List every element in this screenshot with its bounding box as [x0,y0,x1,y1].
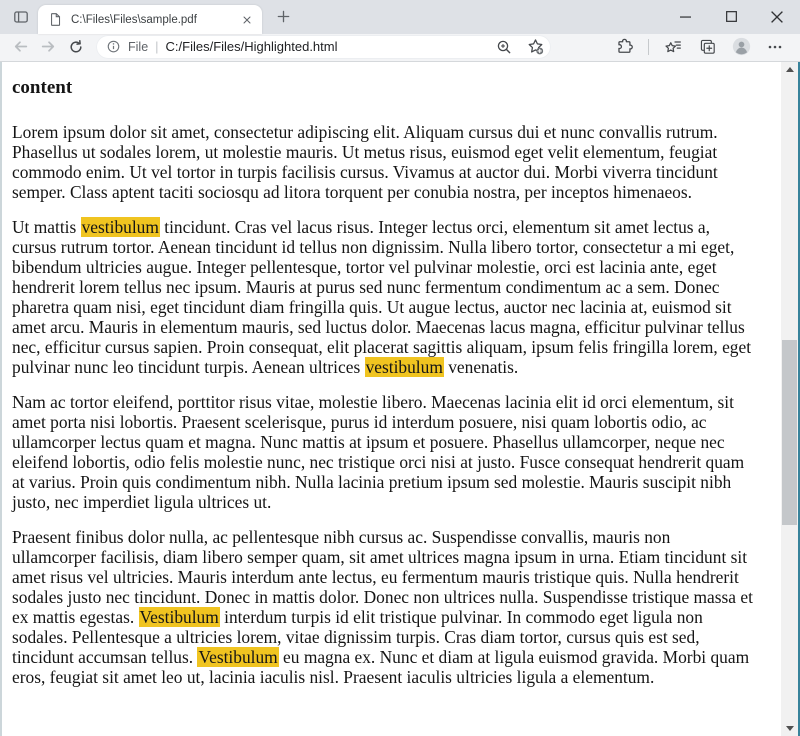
profile-button[interactable] [726,34,756,60]
window-close-icon [771,11,783,23]
forward-icon [40,38,57,55]
add-favorite-button[interactable] [523,35,547,59]
highlighted-text: vestibulum [81,217,159,237]
scrollbar-thumb[interactable] [782,340,797,525]
paragraph: Ut mattis vestibulum tincidunt. Cras vel lacus risus. Integer lectus orci, elementum sit amet lectus a, cursus rutrum tortor. Aenean tincidunt id tellus non dignissim. Nulla libero tortor, consectetur a mi eget, bibendum ultricies augue. Integer pellentesque, tortor vel pulvinar molestie, orci est lacinia ante, eget hendrerit lorem tellus nec ipsum. Mauris at purus sed nunc fermentum condimentum ac a sem. Donec pharetra quam nisi, eget tincidunt diam fringilla quis. Ut augue lectus, auctor nec lacinia at, euismod sit amet arcu. Mauris in elementum mauris, sed luctus dolor. Maecenas lacus magna, efficitur pulvinar tellus nec, efficitur cursus sapien. Proin consequat, elit placerat sagittis aliquam, ipsum felis fringilla lorem, eget pulvinar nunc leo tincidunt turpis. Aenean ultrices vestibulum venenatis. [12,217,752,377]
collections-icon [699,38,716,55]
page-content [0,62,800,736]
tab-sample-pdf[interactable] [38,5,262,34]
extensions-puzzle-icon [616,38,633,55]
tab-strip [0,0,800,34]
paragraph: Lorem ipsum dolor sit amet, consectetur adipiscing elit. Aliquam cursus dui et nunc convallis rutrum. Phasellus ut sodales lorem, ut molestie mauris. Ut metus risus, euismod eget velit elementum, feugiat commodo enim. Ut vel tortor in turpis facilisis cursus. Vivamus at auctor dui. Morbi viverra tincidunt semper. Class aptent taciti sociosqu ad litora torquent per conubia nostra, per inceptos himenaeos. [12,122,718,202]
window-close-button[interactable] [754,0,800,33]
minimize-button[interactable] [662,0,708,33]
new-tab-icon [276,9,291,24]
profile-avatar-icon [732,37,751,56]
address-url: C:/Files/Files/Highlighted.html [165,39,338,54]
tab-close-button[interactable] [238,11,256,29]
toolbar-icon-cluster [609,34,790,60]
more-menu-button[interactable] [760,34,790,60]
close-icon [241,14,253,26]
favorites-icon [664,38,682,56]
highlighted-text: Vestibulum [139,607,219,627]
info-icon[interactable] [106,39,121,54]
address-separator: | [155,39,159,54]
extensions-button[interactable] [609,34,639,60]
minimize-icon [680,11,691,22]
favorites-button[interactable] [658,34,688,60]
add-favorite-star-icon [527,38,544,55]
back-icon [12,38,29,55]
tab-title: C:\Files\Files\sample.pdf [71,13,197,26]
navigation-toolbar [0,34,800,62]
tab-actions-button[interactable] [8,4,34,30]
maximize-icon [726,11,737,22]
vertical-scrollbar[interactable] [781,62,798,736]
back-button[interactable] [6,34,34,60]
refresh-button[interactable] [62,34,90,60]
more-menu-icon [767,39,783,55]
forward-button[interactable] [34,34,62,60]
scroll-up-button[interactable] [781,62,798,78]
scroll-down-button[interactable] [781,720,798,736]
zoom-indicator-button[interactable] [492,35,516,59]
collections-button[interactable] [692,34,722,60]
document-body [2,62,781,736]
highlighted-text: Vestibulum [198,647,278,667]
document-icon [48,12,63,27]
toolbar-divider [648,39,649,55]
address-file-label: File [128,39,149,54]
highlighted-text: vestibulum [365,357,443,377]
zoom-in-icon [496,39,512,55]
window-controls [662,0,800,33]
address-bar[interactable] [96,35,551,59]
tab-actions-icon [13,9,29,25]
new-tab-button[interactable] [270,3,296,29]
maximize-button[interactable] [708,0,754,33]
paragraph: Praesent finibus dolor nulla, ac pellentesque nibh cursus ac. Suspendisse convallis, mauris non ullamcorper facilisis, diam libero semper quam, sit amet ultrices magna ipsum in urna. Etiam tincidunt sit amet risus vel ultricies. Mauris interdum ante lectus, eu fermentum mauris tristique quis. Nulla hendrerit sodales justo nec tincidunt. Donec in mattis dolor. Donec non ultrices nulla. Suspendisse tristique massa et ex mattis egestas. Vestibulum interdum turpis id elit tristique pulvinar. In commodo eget ligula non sodales. Pellentesque a ultricies lorem, vitae dignissim turpis. Cras diam tortor, cursus quis est sed, tincidunt accumsan tellus. Vestibulum eu magna ex. Nunc et diam at ligula euismod gravida. Morbi quam eros, feugiat sit amet leo ut, lacinia iaculis nisl. Praesent iaculis ultricies ligula a elementum. [12,527,753,687]
content-heading: content [12,77,73,98]
paragraph: Nam ac tortor eleifend, porttitor risus vitae, molestie libero. Maecenas lacinia elit id orci elementum, sit amet porta nisi lobortis. Praesent scelerisque, purus id interdum posuere, nisi quam lobortis odio, ac ullamcorper lectus quam et magna. Nunc mattis at ipsum et posuere. Phasellus ullamcorper, neque nec eleifend lobortis, odio felis molestie nunc, nec tristique orci nisi at justo. Fusce consequat hendrerit quam at varius. Proin quis condimentum nibh. Nulla lacinia pretium ipsum sed molestie. Mauris suscipit nibh justo, nec imperdiet ligula ultrices ut. [12,392,745,512]
refresh-icon [68,39,84,55]
